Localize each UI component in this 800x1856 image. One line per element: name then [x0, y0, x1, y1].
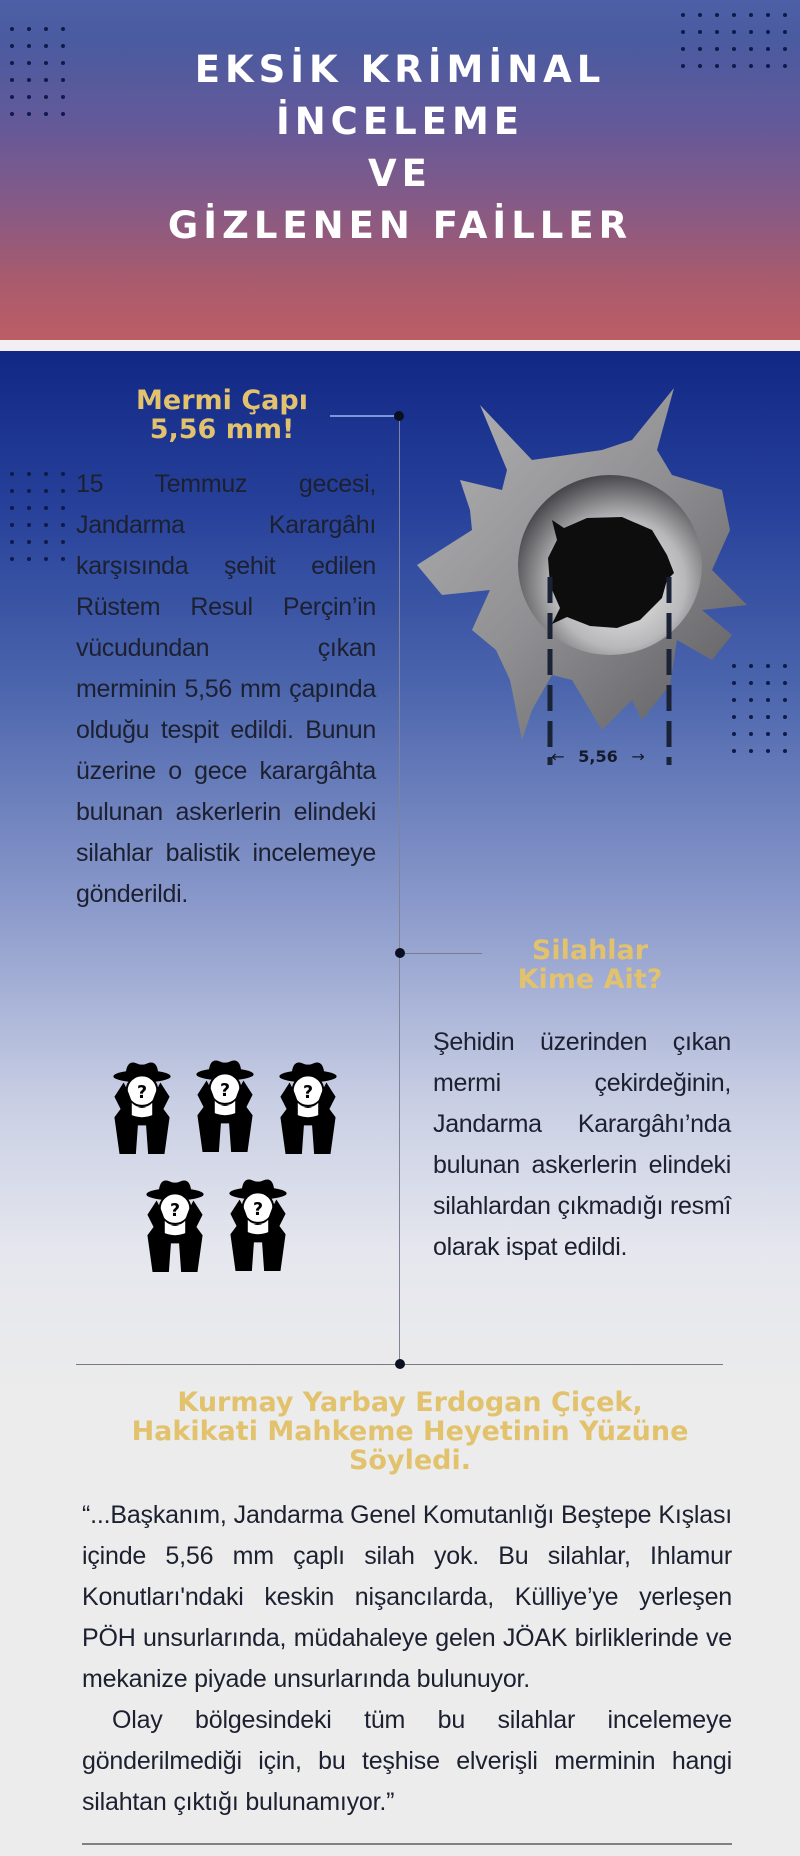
testimony-heading-line-1: Kurmay Yarbay Erdogan Çiçek, — [177, 1387, 643, 1418]
weapons-paragraph — [433, 1022, 731, 1268]
title-line-1: EKSİK KRİMİNAL — [194, 48, 606, 91]
unknown-person-icon — [276, 1060, 340, 1156]
unknown-person-icon — [110, 1060, 174, 1156]
caliber-heading-line-2: 5,56 mm! — [149, 414, 295, 445]
weapons-heading-line-1: Silahlar — [531, 935, 649, 966]
weapons-heading — [480, 936, 700, 994]
decorative-dots-left — [10, 472, 65, 561]
caliber-heading — [92, 386, 352, 444]
title-line-3: VE — [368, 152, 432, 195]
dimension-value: 5,56 — [578, 747, 618, 766]
timeline-connector-middle — [400, 953, 482, 954]
arrow-right-icon: → — [631, 747, 645, 766]
page-title — [0, 44, 800, 252]
timeline-vertical-line — [399, 416, 400, 1364]
testimony-heading — [60, 1388, 760, 1475]
testimony-heading-line-2: Hakikati Mahkeme Heyetinin Yüzüne — [131, 1416, 689, 1447]
arrow-left-icon: ← — [551, 747, 565, 766]
weapons-heading-line-2: Kime Ait? — [517, 964, 663, 995]
divider-strip — [0, 340, 800, 351]
bottom-divider — [82, 1843, 732, 1845]
title-line-4: GİZLENEN FAİLLER — [167, 204, 633, 247]
dimension-label — [540, 747, 656, 766]
caliber-paragraph — [76, 464, 376, 915]
timeline-node-top — [394, 411, 404, 421]
quote-paragraph-1: “...Başkanım, Jandarma Genel Komutanlığı Beştepe Kışlası içinde 5,56 mm çaplı silah yok. Bu silahlar, Ihlamur Konutları'ndaki keskin nişancılarda, Külliye’ye yerleşen PÖH unsurlarında, müdahaleye gelen JÖAK birliklerinde ve mekanize piyade unsurlarında bulunuyor. — [82, 1501, 732, 1693]
title-line-2: İNCELEME — [275, 100, 525, 143]
bullet-hole-icon — [412, 380, 772, 780]
testimony-quote — [82, 1495, 732, 1823]
quote-paragraph-2: Olay bölgesindeki tüm bu silahlar incelemeye gönderilmediği için, bu teşhise elverişli merminin hangi silahtan çıktığı bulunamıyor.” — [82, 1706, 732, 1816]
unknown-person-icon — [193, 1058, 257, 1154]
testimony-heading-line-3: Söyledi. — [348, 1445, 471, 1476]
timeline-node-middle — [395, 948, 405, 958]
caliber-paragraph-text: 15 Temmuz gecesi, Jandarma Karargâhı karşısında şehit edilen Rüstem Resul Perçin’in vücudundan çıkan merminin 5,56 mm çapında olduğu tespit edildi. Bunun üzerine o gece karargâhta bulunan askerlerin elindeki silahlar balistik incelemeye gönderildi. — [76, 470, 376, 908]
caliber-heading-line-1: Mermi Çapı — [136, 385, 308, 416]
unknown-person-icon — [226, 1177, 290, 1273]
weapons-paragraph-text: Şehidin üzerinden çıkan mermi çekirdeğinin, Jandarma Karargâhı’nda bulunan askerlerin elindeki silahlardan çıkmadığı resmî olarak ispat edildi. — [433, 1028, 731, 1261]
timeline-node-bottom — [395, 1359, 405, 1369]
unknown-person-icon — [143, 1178, 207, 1274]
